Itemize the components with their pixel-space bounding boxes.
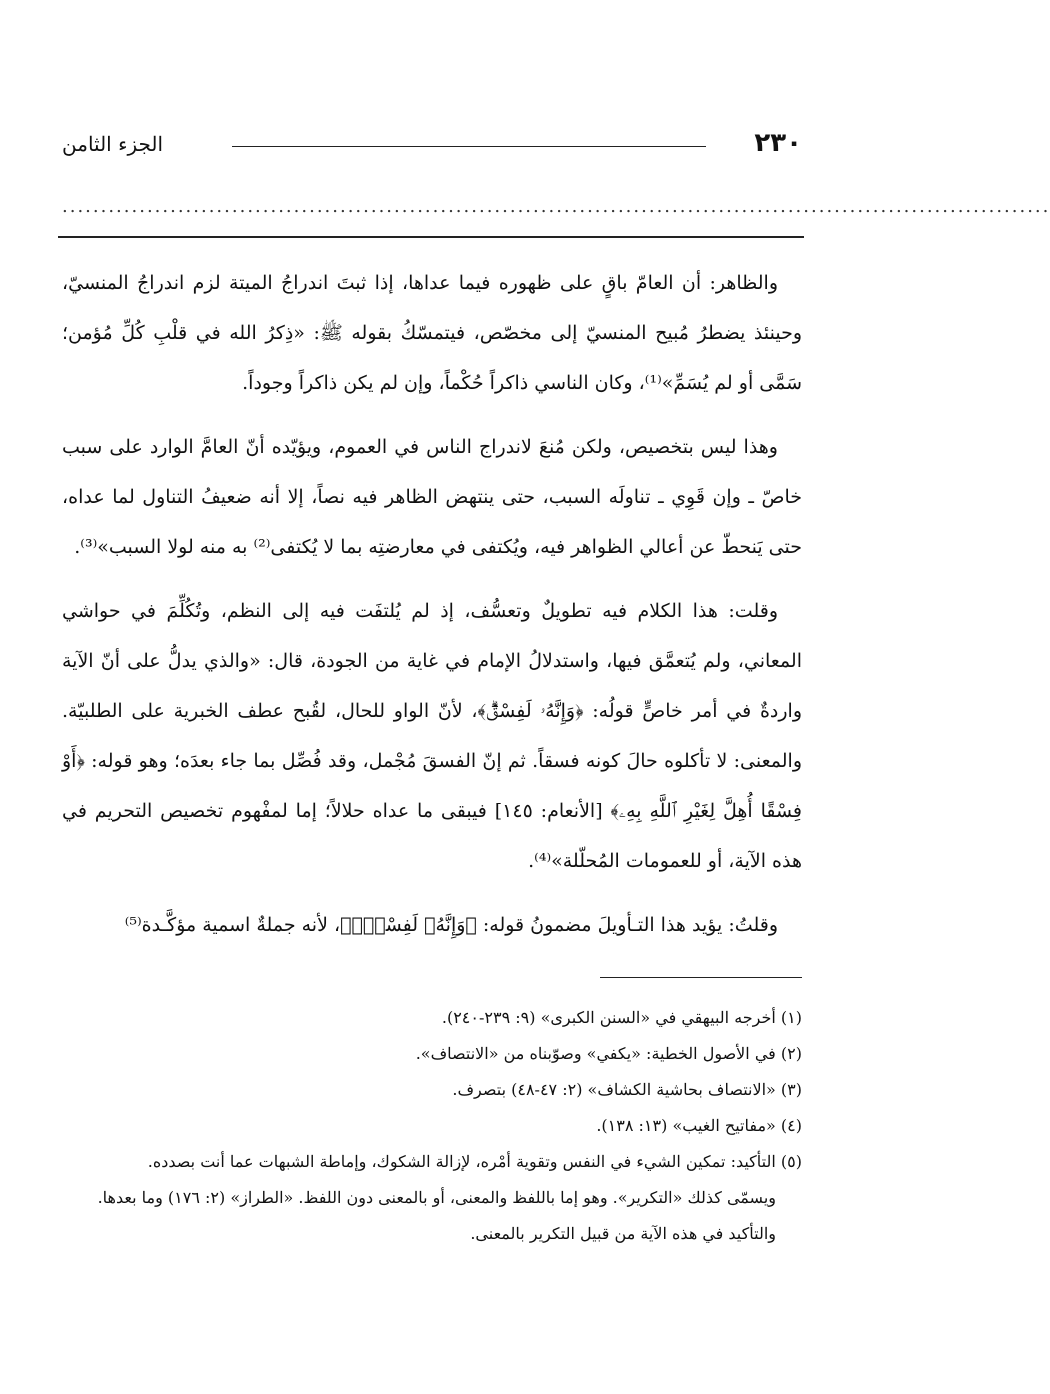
page-header [62,128,802,168]
footnote-1: (١) أخرجه البيهقي في «السنن الكبرى» (٩: ٢٣٩-٢٤٠). [441,1008,802,1027]
header-rule [232,146,706,147]
footnote-5: (٥) التأكيد: تمكين الشيء في النفس وتقوية أمْره، لإزالة الشكوك، وإماطة الشبهات عما أنت بصدده. [147,1152,802,1171]
top-rule [58,236,804,238]
volume-title: الجزء الثامن [62,132,164,156]
paragraph-3: وقلت: هذا الكلام فيه تطويلٌ وتعسُّف، إذ لم يُلتفَت فيه إلى النظم، وتُكُلِّمَ في حواشي المعاني، ولم يُتعمَّق فيها، واستدلالُ الإمام في غاية من الجودة، قال: «والذي يدلُّ على أنّ الآية واردةٌ في أمر خاصٍّ قولُه: ﴿وَإِنَّهُۥ لَفِسْقٌۗ﴾، لأنّ الواو للحال، لقُبح عطف الخبرية على الطلبيّة. والمعنى: لا تأكلوه حالَ كونه فسقاً. ثم إنّ الفسقَ مُجْمل، وقد فُصِّل بما جاء بعدَه؛ وهو قوله: ﴿أَوْ فِسْقًا أُهِلَّ لِغَيْرِ ٱللَّهِ بِهِۦ﴾ [الأنعام: ١٤٥] فيبقى ما عداه حلالاً؛ إما لمفْهوم تخصيص التحريم في هذه الآية، أو للعمومات المُحلّلة»⁽⁴⁾. [62,600,803,872]
footnote-2: (٢) في الأصول الخطية: «يكفي» وصوّبناه من «الانتصاف». [415,1044,802,1063]
footnote-5-continuation: ويسمّى كذلك «التكرير». وهو إما باللفظ والمعنى، أو بالمعنى دون اللفظ. «الطراز» (٢: ١٧٦) وما بعدها. والتأكيد في هذه الآية من قبيل التكرير بالمعنى. [97,1188,776,1243]
footnote-3: (٣) «الانتصاف بحاشية الكشاف» (٢: ٤٧-٤٨) بتصرف. [452,1080,802,1099]
footnotes [62,1000,802,1252]
footnote-4: (٤) «مفاتيح الغيب» (١٣: ١٣٨). [596,1116,802,1135]
paragraph-1: والظاهر: أن العامّ باقٍ على ظهوره فيما عداها، إذا ثبتَ اندراجُ الميتة لزم اندراجُ المنسيّ، وحينئذ يضطرُ مُبيح المنسيّ إلى مخصّص، فيتمسّكُ بقوله ﷺ: «ذِكرُ الله في قلْبِ كُلِّ مُؤمن؛ سَمَّى أو لم يُسَمِّ»⁽¹⁾، وكان الناسي ذاكراً حُكْماً، وإن لم يكن ذاكراً وجوداً. [62,272,802,394]
dotted-separator: ................................................................................................................................ [62,196,1050,217]
paragraph-4: وقلتُ: يؤيد هذا التـأويلَ مضمونُ قوله: ﴿وَإِنَّهُۥ لَفِسْقٌۗ﴾، لأنه جملةٌ اسمية مؤكَّـدة⁽⁵⁾ [124,914,778,936]
footnote-rule [600,977,802,978]
page-number: ٢٣٠ [754,128,802,158]
main-text [62,258,802,964]
paragraph-2: وهذا ليس بتخصيص، ولكن مُنعَ لاندراج الناس في العموم، ويؤيّده أنّ العامَّ الوارد على سبب خاصّ ـ وإن قَوِي ـ تناولَه السبب، حتى ينتهض الظاهر فيه نصاً، إلا أنه ضعيفُ التناول لما عداه، حتى يَنحطّ عن أعالي الظواهر فيه، ويُكتفى في معارضتِه بما لا يُكتفى⁽²⁾ به منه لولا السبب»⁽³⁾. [62,436,802,558]
